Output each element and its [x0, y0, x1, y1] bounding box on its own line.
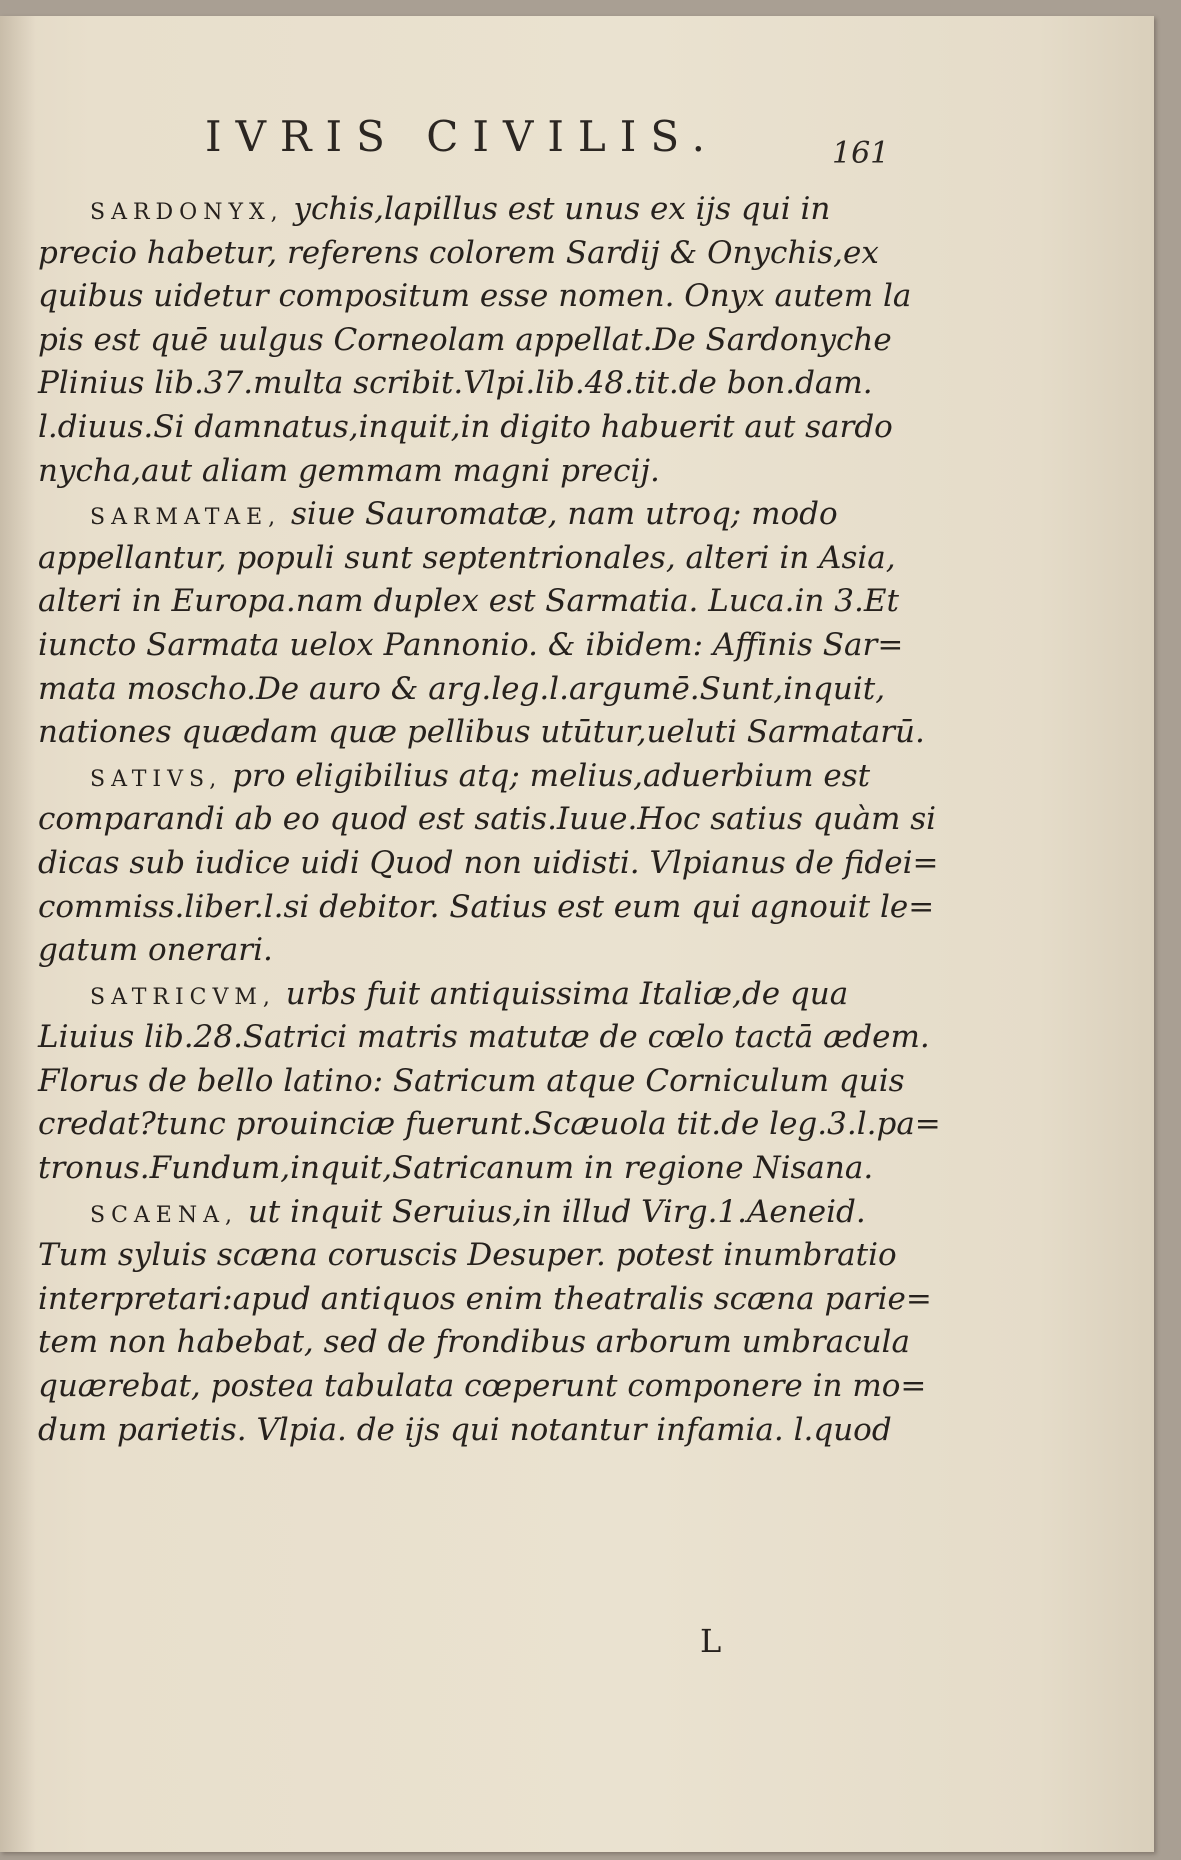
entry-line: quærebat, postea tabulata cœperunt componere in mo=: [38, 1368, 927, 1405]
entry-line: dum parietis. Vlpia. de ijs qui notantur infamia. l.quod: [38, 1411, 892, 1448]
entry-line: SATIVS, pro eligibilius atq; melius,aduerbium est: [90, 757, 871, 794]
book-page: [0, 16, 1154, 1852]
entry-line: SARMATAE, siue Sauromatæ, nam utroq; modo: [90, 496, 838, 533]
entry-line: mata moscho.De auro & arg.leg.l.argumē.Sunt,inquit,: [38, 670, 886, 707]
running-title: IVRIS CIVILIS.: [205, 112, 720, 161]
headword: SATRICVM,: [90, 984, 276, 1010]
entry-line: Florus de bello latino: Satricum atque Corniculum quis: [38, 1062, 905, 1099]
entry-line: SATRICVM, urbs fuit antiquissima Italiæ,de qua: [90, 975, 849, 1012]
entry-line: iuncto Sarmata uelox Pannonio. & ibidem: Affinis Sar=: [38, 626, 904, 663]
entry-line: credat?tunc prouinciæ fuerunt.Scæuola tit.de leg.3.l.pa=: [38, 1106, 941, 1143]
headword: SARMATAE,: [90, 505, 282, 531]
entry-line: quibus uidetur compositum esse nomen. Onyx autem la: [38, 278, 912, 315]
entry-line: tronus.Fundum,inquit,Satricanum in regione Nisana.: [38, 1150, 874, 1187]
entry-line: comparandi ab eo quod est satis.Iuue.Hoc satius quàm si: [38, 801, 937, 838]
entry-line: nycha,aut aliam gemmam magni precij.: [38, 452, 660, 489]
entry-line: SARDONYX, ychis,lapillus est unus ex ijs qui in: [90, 191, 831, 227]
text-block: [38, 188, 941, 1452]
entry-line: l.diuus.Si damnatus,inquit,in digito habuerit aut sardo: [38, 408, 893, 445]
headword: SARDONYX,: [90, 200, 284, 225]
entry-line: appellantur, populi sunt septentrionales, alteri in Asia,: [38, 539, 896, 576]
headword: SCAENA,: [90, 1202, 238, 1228]
page-header: [205, 112, 905, 162]
entry-line: alteri in Europa.nam duplex est Sarmatia. Luca.in 3.Et: [38, 583, 899, 620]
catchword: L: [700, 1622, 722, 1660]
entry-line: commiss.liber.l.si debitor. Satius est eum qui agnouit le=: [38, 888, 935, 925]
entry-line: precio habetur, referens colorem Sardij & Onychis,ex: [38, 234, 879, 271]
entry-line: nationes quædam quæ pellibus utūtur,ueluti Sarmatarū.: [38, 714, 925, 751]
headword: SATIVS,: [90, 766, 223, 792]
entry-line: dicas sub iudice uidi Quod non uidisti. Vlpianus de fidei=: [38, 844, 939, 881]
entry-line: Tum syluis scæna coruscis Desuper. potest inumbratio: [38, 1237, 897, 1274]
entry-line: interpretari:apud antiquos enim theatralis scæna parie=: [38, 1280, 932, 1317]
entry-line: tem non habebat, sed de frondibus arborum umbracula: [38, 1324, 910, 1361]
entry-line: Plinius lib.37.multa scribit.Vlpi.lib.48.tit.de bon.dam.: [38, 365, 873, 402]
entry-line: pis est quē uulgus Corneolam appellat.De Sardonyche: [38, 321, 892, 358]
page-number: 161: [832, 136, 890, 171]
entry-line: gatum onerari.: [38, 932, 273, 969]
entry-line: Liuius lib.28.Satrici matris matutæ de cœlo tactā ædem.: [38, 1019, 930, 1056]
entry-line: SCAENA, ut inquit Seruius,in illud Virg.1.Aeneid.: [90, 1193, 866, 1230]
